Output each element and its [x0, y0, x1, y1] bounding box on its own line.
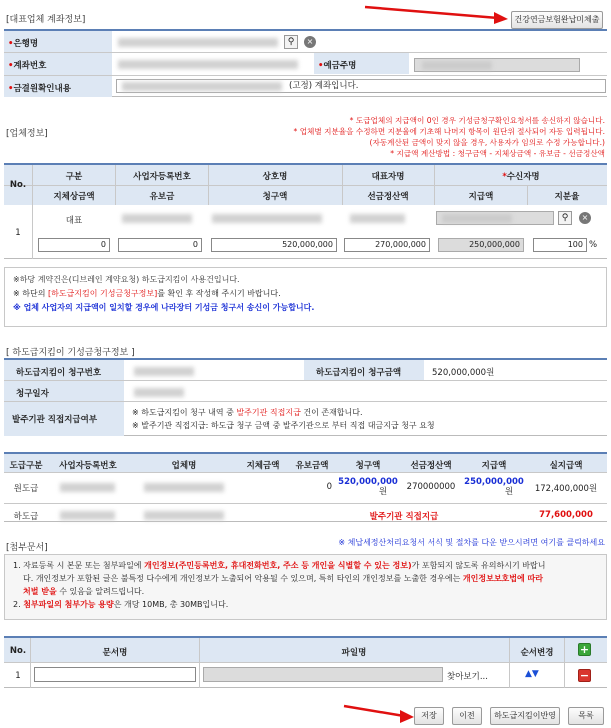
file-name-input: [203, 667, 443, 682]
rep-account-title: [대표업체 계좌정보]: [6, 15, 86, 25]
dh-delay: 지체금액: [246, 461, 280, 471]
retention-input[interactable]: 0: [118, 238, 202, 252]
dh-payment: 지급액: [481, 461, 507, 471]
dh-claim: 청구액: [355, 461, 381, 471]
dh-company: 업체명: [171, 461, 197, 471]
advance-input[interactable]: 270,000,000: [344, 238, 430, 252]
col-company-name: 상호명: [262, 172, 288, 182]
attach-title: [첨부문서]: [6, 543, 48, 553]
payment-input: 250,000,000: [438, 238, 524, 252]
dr2-actual: 77,600,000: [539, 510, 593, 520]
dh-retention: 유보금액: [295, 461, 329, 471]
col-claim: 청구액: [262, 192, 288, 202]
dr1-actual: 172,400,000원: [534, 484, 598, 494]
bank-search-icon[interactable]: ⚲: [284, 35, 298, 49]
company-table: [4, 163, 607, 259]
receiver-clear-icon[interactable]: ×: [579, 212, 591, 224]
depositor-label: •예금주명: [318, 61, 357, 71]
col-advance: 선금정산액: [367, 192, 409, 202]
subcon-apply-button[interactable]: 하도급지킴이반영: [490, 707, 560, 725]
claim-amount-label: 하도급지킴이 청구금액: [316, 368, 402, 378]
bank-name-label: •은행명: [8, 39, 39, 49]
row-type: 대표: [65, 216, 83, 226]
claim-date-label: 청구일자: [16, 389, 49, 399]
ah-no: No.: [9, 646, 27, 656]
dr2-direct: 발주기관 직접지급: [369, 512, 439, 522]
dr1-type: 원도급: [13, 484, 39, 494]
direct-pay-label: 발주기관 직접지급여부: [12, 415, 98, 425]
insurance-unpaid-button[interactable]: 건강연금보험완납미체출: [511, 11, 603, 29]
col-payment: 지급액: [468, 192, 494, 202]
financial-check-value: (고정) 계좌입니다.: [116, 79, 606, 93]
col-no: No.: [9, 180, 27, 190]
col-biz-no: 사업자등록번호: [133, 172, 191, 182]
company-notes: * 도급업체의 지급액이 0인 경우 기성금청구확인요청서를 송신하지 않습니다. * 업체별 지분율을 수정하면 지분율에 기초해 나머지 항목이 원단위 절사되어 자동 입력됩니다. (자동계산된 금액이 맞지 않을 경우, 사용자가 임의로 수정 가능합니다.) * 지급액 계산방법 : 청구금액 - 지체상금액 - 유보금 - 선금정산액: [293, 116, 605, 158]
list-button[interactable]: 목록: [568, 707, 604, 725]
attach-row-no: 1: [15, 671, 21, 681]
save-button[interactable]: 저장: [414, 707, 444, 725]
dr2-type: 하도급: [13, 512, 39, 522]
dr1-retention: 0: [326, 482, 332, 492]
add-row-icon[interactable]: +: [579, 643, 590, 656]
col-retention: 유보금: [149, 192, 175, 202]
browse-button[interactable]: 찾아보기...: [447, 672, 488, 682]
company-info-title: [업체정보]: [6, 129, 48, 139]
ah-order: 순서변경: [520, 648, 554, 658]
claim-no-label: 하도급지킴이 청구번호: [16, 368, 102, 378]
col-receiver: *수신자명: [502, 172, 540, 182]
col-type: 구분: [65, 172, 83, 182]
claim-input[interactable]: 520,000,000: [211, 238, 337, 252]
claim-amount-value: 520,000,000원: [432, 368, 495, 378]
annotation-arrow-bottom: [340, 702, 416, 728]
ah-file-name: 파일명: [341, 648, 367, 658]
prev-button[interactable]: 이전: [452, 707, 482, 725]
bank-clear-icon[interactable]: ×: [304, 36, 316, 48]
subcon-panel: [4, 358, 607, 436]
col-rep-name: 대표자명: [371, 172, 405, 182]
account-no-label: •계좌번호: [8, 61, 47, 71]
col-delay-penalty: 지체상금액: [53, 192, 95, 202]
financial-check-label: •금결원확인내용: [8, 84, 71, 94]
ah-doc-name: 문서명: [102, 648, 128, 658]
attach-table: [4, 636, 607, 688]
row-no: 1: [15, 228, 21, 238]
dh-advance: 선금정산액: [410, 461, 452, 471]
attach-notice: 1. 자료등록 시 본문 또는 첨부파일에 개인정보(주민등록번호, 휴대전화번호, 주소 등 개인을 식별할 수 있는 정보)가 포함되지 않도록 유의하시기 바랍니 다. 개인정보가 포함된 글은 불특정 다수에게 개인정보가 노출되어 악용될 수 있으며, 특히 타인의 개인정보를 노출한 경우에는 개인정보보호법에 따라 처벌 받을 수 있음을 알려드립니다. 2. 첨부파일의 첨부가능 용량은 개당 10MB, 총 30MB입니다.: [4, 554, 607, 620]
dr1-advance: 270000000: [406, 482, 456, 492]
remove-row-icon[interactable]: −: [579, 669, 590, 682]
subcon-title: [ 하도급지킴이 기성금청구정보 ]: [6, 348, 135, 358]
dr1-claim: 520,000,000 원: [338, 477, 398, 497]
dh-actual: 실지급액: [549, 461, 583, 471]
delay-penalty-input[interactable]: 0: [38, 238, 110, 252]
dr1-payment: 250,000,000 원: [464, 477, 524, 497]
doc-name-input[interactable]: [34, 667, 196, 682]
direct-pay-notes: ※ 하도급지킴이 청구 내역 중 발주기관 직접지급 건이 존재합니다. ※ 발주기관 직접지급: 하도급 청구 금액 중 발주기관으로 부터 직접 대금지급 청구 요청: [132, 408, 435, 430]
dh-biz-no: 사업자등록번호: [59, 461, 117, 471]
subcon-detail-table: [4, 452, 607, 522]
share-unit: %: [589, 240, 598, 250]
rep-account-panel: [4, 29, 607, 97]
order-up-down-icon[interactable]: ▲▼: [525, 669, 539, 679]
receiver-search-icon[interactable]: ⚲: [558, 211, 572, 225]
notice-box: ※하당 계약건은(디브레인 계약요청) 하도급지킴이 사용건입니다. ※ 하단의 [하도급지킴이 기성금청구정보]를 확인 후 작성해 주시기 바랍니다. ※ 업체 사업자의 지급액이 일치할 경우에 나라장터 기성금 청구서 송신이 가능합니다.: [4, 267, 607, 327]
attach-download-link[interactable]: ※ 체납세정산처리요청서 서식 및 절차를 다운 받으시려면 여기를 클릭하세요: [338, 538, 605, 547]
annotation-arrow-top: [360, 2, 510, 28]
share-input[interactable]: 100: [533, 238, 587, 252]
dh-type: 도급구분: [9, 461, 43, 471]
col-share: 지분율: [554, 192, 580, 202]
